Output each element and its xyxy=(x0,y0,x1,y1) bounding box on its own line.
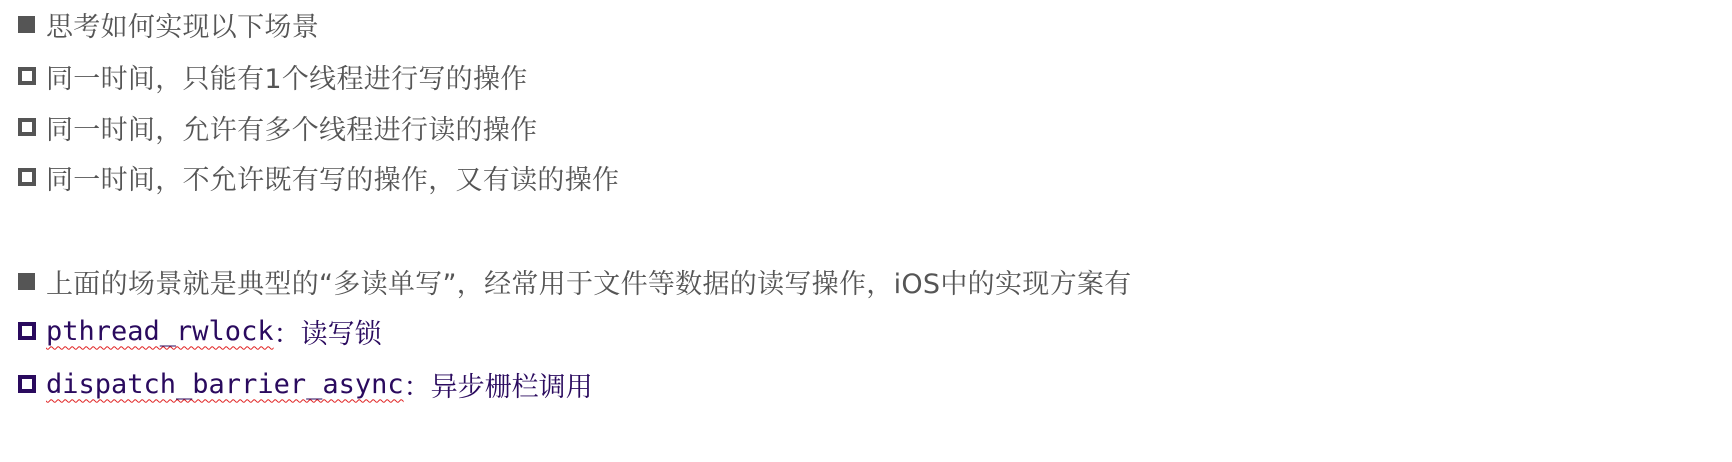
code-description: ：异步栅栏调用 xyxy=(403,371,593,403)
hollow-square-bullet-icon xyxy=(18,118,36,136)
solution-heading: 上面的场景就是典型的“多读单写”，经常用于文件等数据的读写操作，iOS中的实现方案有 xyxy=(46,268,1132,300)
solution-heading-line xyxy=(18,261,1131,301)
solution-item-2 xyxy=(18,364,593,404)
code-identifier: pthread_rwlock xyxy=(46,315,274,347)
code-identifier: dispatch_barrier_async xyxy=(46,368,404,400)
scenario-item-text: 同一时间，只能有1个线程进行写的操作 xyxy=(46,63,528,95)
hollow-square-bullet-icon xyxy=(18,375,36,393)
code-description: ：读写锁 xyxy=(273,318,382,350)
scenario-item-1 xyxy=(18,56,528,96)
scenario-item-3 xyxy=(18,157,619,197)
hollow-square-bullet-icon xyxy=(18,168,36,186)
scenario-item-text: 同一时间，允许有多个线程进行读的操作 xyxy=(46,114,538,146)
solution-item-1 xyxy=(18,311,382,351)
scenario-heading: 思考如何实现以下场景 xyxy=(46,11,319,43)
hollow-square-bullet-icon xyxy=(18,67,36,85)
scenario-heading-line xyxy=(18,4,319,44)
filled-square-bullet-icon xyxy=(18,16,35,33)
scenario-item-text: 同一时间，不允许既有写的操作，又有读的操作 xyxy=(46,164,620,196)
hollow-square-bullet-icon xyxy=(18,322,36,340)
scenario-item-2 xyxy=(18,107,537,147)
filled-square-bullet-icon xyxy=(18,273,35,290)
